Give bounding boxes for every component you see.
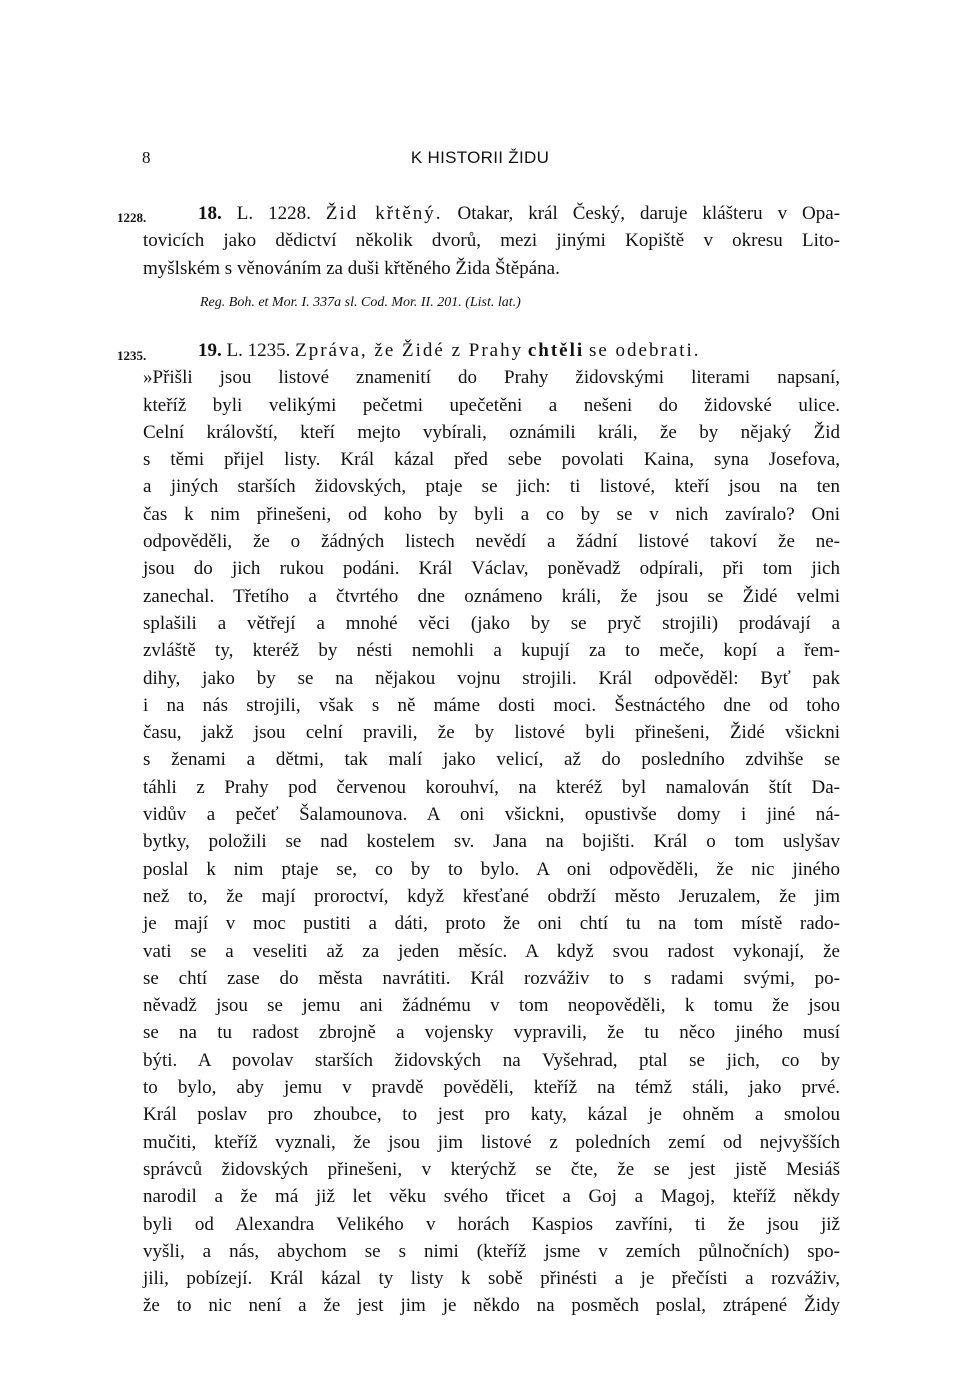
- entry-text-line: s těmi přijel listy. Král kázal před sebe povolati Kaina, syna Josefova,: [143, 449, 840, 471]
- entry-date: L. 1228.: [236, 203, 311, 224]
- entry-text-line: jsou do jich rukou podáni. Král Václav, poněvadž odpírali, při tom jich: [143, 558, 840, 580]
- entry-text-line: myšlském s věnováním za duši křtěného Žida Štěpána.: [143, 257, 560, 279]
- entry-text-line: mučiti, kteříž vyznali, že jsou jim listové z poledních zemí od nejvyšších: [143, 1131, 840, 1153]
- entry-text-line: táhli z Prahy pod červenou korouhví, na kteréž byl namalován štít Da-: [143, 776, 840, 798]
- entry-text-line: »Přišli jsou listové znamenití do Prahy židovskými literami napsaní,: [143, 367, 840, 389]
- entry-title: Zpráva, že Židé z Prahy: [295, 340, 524, 361]
- entry-text-line: něvadž jsou se jemu ani žádnému v tom neopověděli, k tomu že jsou: [143, 995, 840, 1017]
- entry-text-line: odpověděli, že o žádných listech nevědí a žádní listové takoví že ne-: [143, 531, 840, 553]
- source-citation: Reg. Boh. et Mor. I. 337a sl. Cod. Mor. II. 201. (List. lat.): [200, 295, 521, 310]
- page-number: 8: [142, 148, 151, 167]
- entry-18: [143, 200, 840, 282]
- entry-text-line: narodil a že má již let věku svého třicet a Goj a Magoj, kteříž někdy: [143, 1186, 840, 1208]
- entry-number: 19.: [198, 340, 222, 361]
- entry-date: L. 1235.: [226, 340, 291, 361]
- entry-19-heading-line: [143, 337, 840, 364]
- entry-text-line: vidův a pečeť Šalamounova. A oni všickni, opustivše domy i jiné ná-: [143, 804, 840, 826]
- entry-text-line: dihy, jako by se na nějakou vojnu strojili. Král odpověděl: Byť pak: [143, 667, 840, 689]
- entry-text-line: byli od Alexandra Velikého v horách Kaspios zavříni, ti že jsou již: [143, 1213, 840, 1235]
- entry-18-heading-line: [143, 200, 840, 227]
- entry-body: [143, 364, 840, 1319]
- entry-text-line: jili, pobízejí. Král kázal ty listy k sobě přinésti a je přečísti a rozváživ,: [143, 1268, 840, 1290]
- entry-title-emphasis: chtěli: [527, 340, 585, 361]
- page-header: [0, 148, 960, 172]
- running-title: K HISTORII ŽIDU: [410, 148, 550, 167]
- entry-text-line: Otakar, král Český, daruje klášteru v Opa-: [457, 203, 841, 224]
- entry-number: 18.: [198, 203, 222, 224]
- entry-text-line: se na tu radost zbrojně a vojensky vypravili, že tu něco jiného musí: [143, 1022, 840, 1044]
- entry-text-line: se chtí zase do města navrátiti. Král rozváživ to s radami svými, po-: [143, 967, 840, 989]
- entry-text-line: že to nic není a že jest jim je někdo na posměch poslal, ztrápené Židy: [143, 1295, 840, 1317]
- entry-text-line: a jiných starších židovských, ptaje se jich: ti listové, kteří jsou na ten: [143, 476, 840, 498]
- entry-title: Žid křtěný.: [325, 203, 443, 224]
- entry-text-line: zvláště ty, kteréž by nésti nemohli a kupují za to meče, kopí a řem-: [143, 640, 840, 662]
- entry-text-line: vati se a veseliti až za jeden měsíc. A když svou radost vykonají, že: [143, 940, 840, 962]
- entry-text-line: kteříž byli velikými pečetmi upečetěni a nešeni do židovské ulice.: [143, 394, 840, 416]
- entry-text-line: než to, že mají proroctví, když křesťané obdrží město Jeruzalem, že jim: [143, 885, 840, 907]
- entry-19: [143, 337, 840, 1320]
- entry-text-line: to bylo, aby jemu v pravdě pověděli, kteříž na témž stáli, jako prvé.: [143, 1077, 840, 1099]
- entry-text-line: býti. A povolav starších židovských na Vyšehrad, ptal se jich, co by: [143, 1049, 840, 1071]
- entry-text-line: čas k nim přinešeni, od koho by byli a co by se v nich zavíralo? Oni: [143, 503, 840, 525]
- entry-text-line: zanechal. Třetího a čtvrtého dne oznámeno králi, že jsou se Židé velmi: [143, 585, 840, 607]
- entry-text-line: s ženami a dětmi, tak malí jako velicí, až do posledního zdvihše se: [143, 749, 840, 771]
- entry-text-line: Celní královští, kteří mejto vybírali, oznámili králi, že by nějaký Žid: [143, 421, 840, 443]
- margin-year-1235: 1235.: [117, 348, 147, 363]
- entry-title: se odebrati.: [588, 340, 701, 361]
- entry-text-line: správců židovských přinešeni, v kterýchž se čte, že se jest jistě Mesiáš: [143, 1158, 840, 1180]
- entry-text-line: poslal k nim ptaje se, co by to bylo. A oni odpověděli, že nic jiného: [143, 858, 840, 880]
- entry-text-line: bytky, položili se nad kostelem sv. Jana na bojišti. Král o tom uslyšav: [143, 831, 840, 853]
- entry-text-line: Král poslav pro zhoubce, to jest pro katy, kázal je ohněm a smolou: [143, 1104, 840, 1126]
- entry-text-line: i na nás strojili, však s ně máme dosti moci. Šestnáctého dne od toho: [143, 694, 840, 716]
- entry-text-line: času, jakž jsou celní pravili, že by listové byli přinešeni, Židé všickni: [143, 722, 840, 744]
- entry-text-line: splašili a větřejí a mnohé věci (jako by se pryč strojili) prodávají a: [143, 612, 840, 634]
- entry-text-line: vyšli, a nás, abychom se s nimi (kteříž jsme v zemích půlnočních) spo-: [143, 1240, 840, 1262]
- entry-text-line: je mají v moc pustiti a dáti, proto že oni chtí tu na tom místě rado-: [143, 913, 840, 935]
- entry-text-line: tovicích jako dědictví několik dvorů, mezi jinými Kopiště v okresu Lito-: [143, 230, 840, 252]
- margin-year-1228: 1228.: [117, 210, 147, 225]
